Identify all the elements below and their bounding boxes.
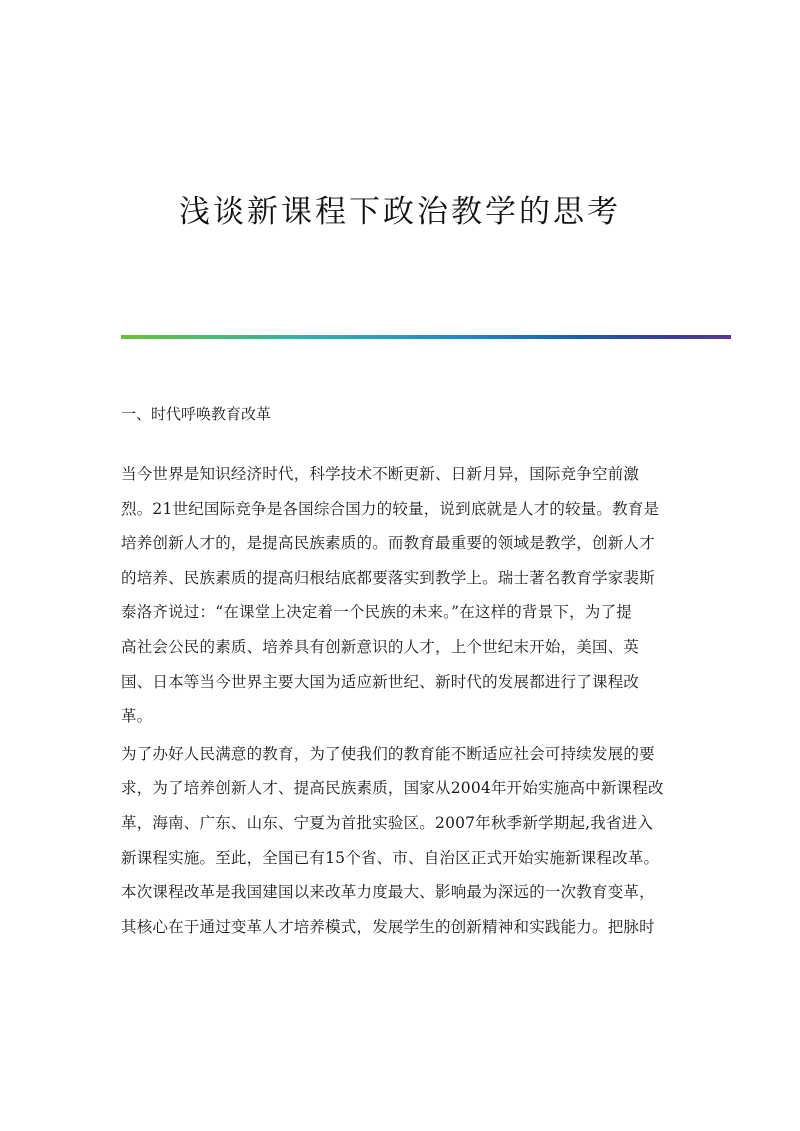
document-body [121, 404, 681, 947]
section-heading: 一、时代呼唤教育改革 [121, 405, 272, 423]
text-line: 当今世界是知识经济时代，科学技术不断更新、日新月异，国际竞争空前激 [121, 465, 640, 483]
paragraph-1 [121, 457, 681, 734]
gradient-divider [121, 335, 731, 339]
text-line: 求，为了培养创新人才、提高民族素质，国家从2004年开始实施高中新课程改 [121, 779, 664, 798]
text-line: 新课程实施。至此，全国已有15个省、市、自治区正式开始实施新课程改革。 [121, 848, 660, 867]
text-line: 其核心在于通过变革人才培养模式，发展学生的创新精神和实践能力。把脉时 [121, 917, 655, 936]
text-line: 泰洛齐说过：“在课堂上决定着一个民族的未来。”在这样的背景下，为了提 [121, 603, 632, 622]
text-line: 为了办好人民满意的教育，为了使我们的教育能不断适应社会可持续发展的要 [121, 744, 655, 763]
document-title: 浅谈新课程下政治教学的思考 [179, 194, 621, 230]
text-line: 培养创新人才的，是提高民族素质的。而教育最重要的领域是教学，创新人才 [121, 534, 655, 553]
text-line: 高社会公民的素质、培养具有创新意识的人才，上个世纪末开始，美国、英 [121, 637, 640, 656]
text-line: 本次课程改革是我国建国以来改革力度最大、影响最为深远的一次教育变革， [121, 883, 655, 902]
text-line: 的培养、民族素质的提高归根结底都要落实到教学上。瑞士著名教育学家裴斯 [121, 568, 655, 587]
text-line: 国、日本等当今世界主要大国为适应新世纪、新时代的发展都进行了课程改 [121, 672, 640, 691]
text-line: 烈。21世纪国际竞争是各国综合国力的较量，说到底就是人才的较量。教育是 [121, 499, 660, 518]
text-line: 革。 [121, 707, 153, 726]
text-line: 革，海南、广东、山东、宁夏为首批实验区。2007年秋季新学期起,我省进入 [121, 813, 654, 832]
paragraph-2 [121, 737, 681, 945]
